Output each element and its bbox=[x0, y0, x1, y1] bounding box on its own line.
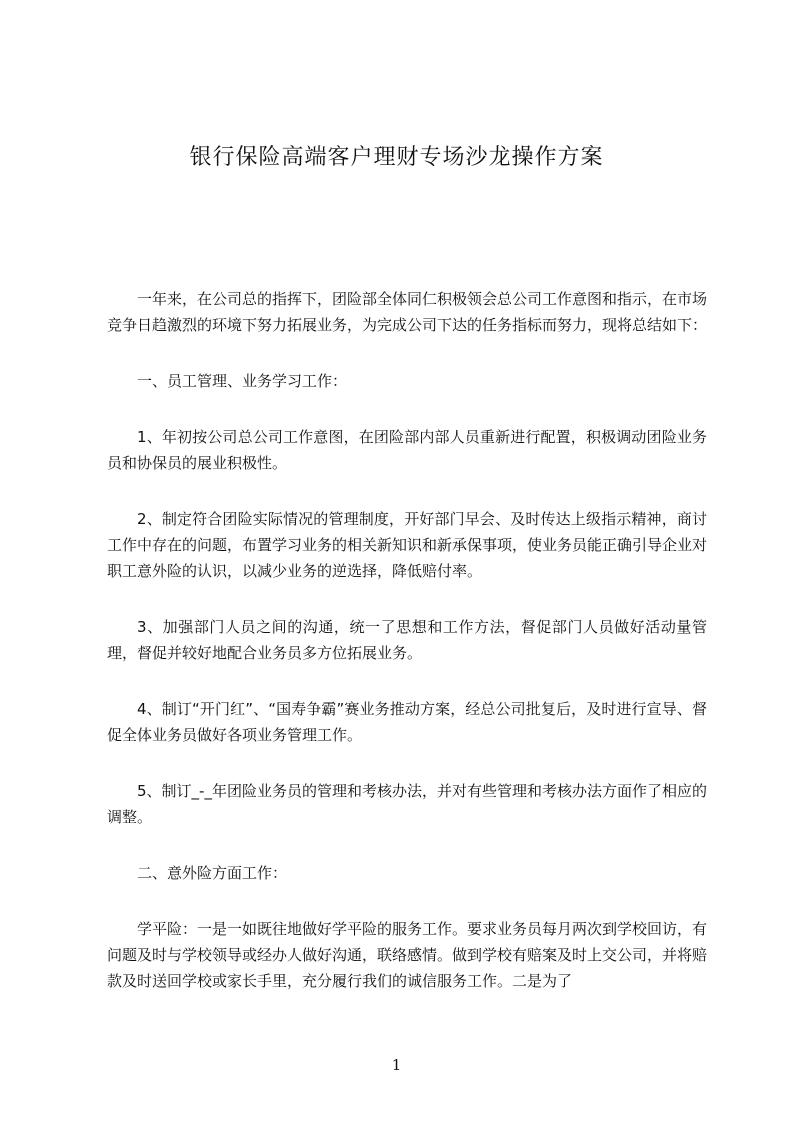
paragraph-item-4: 4、制订“开门红”、“国寿争霸”赛业务推动方案，经总公司批复后，及时进行宣导、督促全体业务员做好各项业务管理工作。 bbox=[107, 700, 707, 744]
section-heading-accident-insurance: 二、意外险方面工作： bbox=[137, 864, 288, 882]
paragraph-item-3: 3、加强部门人员之间的沟通，统一了思想和工作方法，督促部门人员做好活动量管理，督促并较好地配合业务员多方位拓展业务。 bbox=[107, 618, 707, 662]
paragraph-item-5: 5、制订_-_年团险业务员的管理和考核办法，并对有些管理和考核办法方面作了相应的调整。 bbox=[107, 782, 707, 826]
document-body bbox=[107, 286, 707, 1024]
section-heading-staff-management: 一、员工管理、业务学习工作： bbox=[137, 372, 348, 390]
page-number: 1 bbox=[391, 1056, 402, 1074]
paragraph-intro: 一年来，在公司总的指挥下，团险部全体同仁积极领会总公司工作意图和指示，在市场竞争日趋激烈的环境下努力拓展业务，为完成公司下达的任务指标而努力，现将总结如下： bbox=[107, 290, 708, 334]
paragraph-item-2: 2、制定符合团险实际情况的管理制度，开好部门早会、及时传达上级指示精神，商讨工作中存在的问题，布置学习业务的相关新知识和新承保事项，使业务员能正确引导企业对职工意外险的认识，以减少业务的逆选择，降低赔付率。 bbox=[107, 510, 708, 580]
paragraph-student-insurance: 学平险：一是一如既往地做好学平险的服务工作。要求业务员每月两次到学校回访，有问题及时与学校领导或经办人做好沟通，联络感情。做到学校有赔案及时上交公司，并将赔款及时送回学校或家长手里，充分履行我们的诚信服务工作。二是为了 bbox=[107, 920, 708, 990]
document-title: 银行保险高端客户理财专场沙龙操作方案 bbox=[189, 145, 604, 170]
paragraph-item-1: 1、年初按公司总公司工作意图，在团险部内部人员重新进行配置，积极调动团险业务员和协保员的展业积极性。 bbox=[107, 428, 707, 472]
